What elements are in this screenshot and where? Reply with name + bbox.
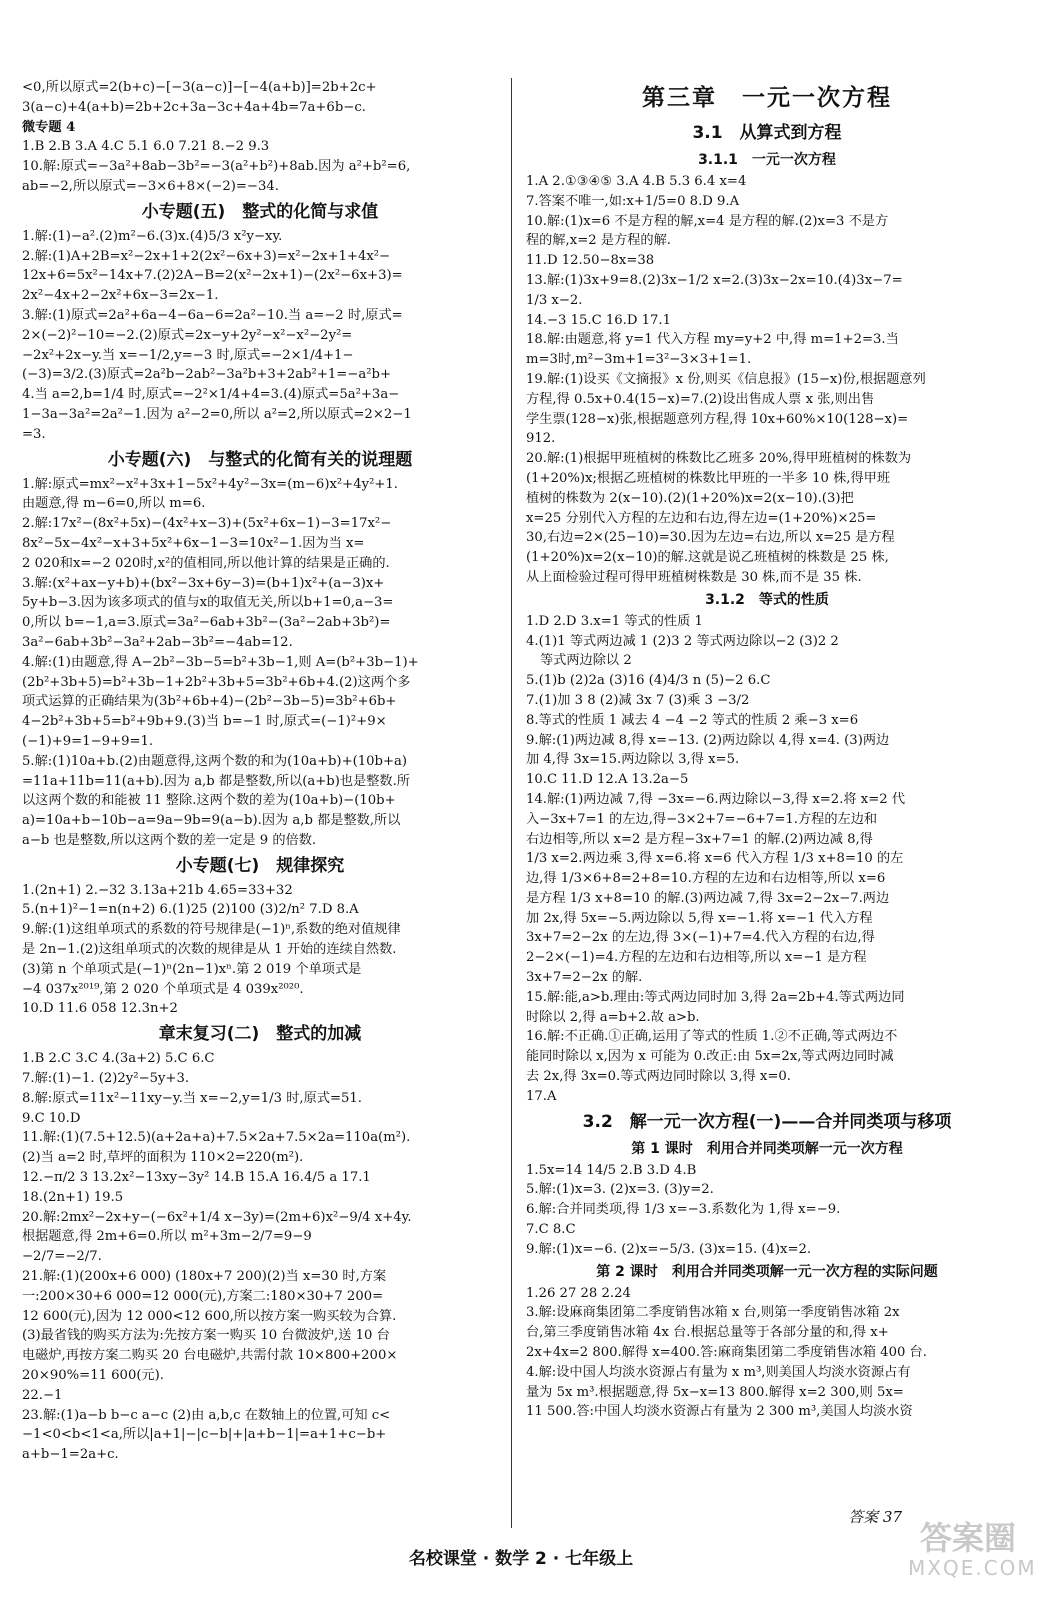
page-number: 答案 37 [848, 1508, 902, 1526]
answer-line: =3. [22, 426, 46, 442]
answer-line: 植树的株数为 2(x−10).(2)(1+20%)x=2(x−10).(3)把 [526, 490, 854, 506]
answer-line: 1.5x=14 14/5 2.B 3.D 4.B [526, 1162, 697, 1178]
watermark-logo [908, 1519, 1037, 1590]
answer-line: 3.解:(x²+ax−y+b)+(bx²−3x+6y−3)=(b+1)x²+(a−3)x+ [22, 575, 385, 591]
answer-line: (−3)=3/2.(3)原式=2a²b−2ab²−3a²b+3+2ab²+1=−a²b+ [22, 367, 391, 383]
answer-line: 时除以 2,得 a=b+2.故 a>b. [526, 1009, 700, 1025]
answer-line: 3x+7=2−2x 的左边,得 3×(−1)+7=4.代入方程的右边,得 [526, 930, 875, 946]
subsection-heading: 第 2 课时 利用合并同类项解一元一次方程的实际问题 [596, 1263, 938, 1280]
answer-line: 8x²−5x−4x²−x+3+5x²+6x−1−3=10x²−1.因为当 x= [22, 535, 365, 551]
answer-line: 能同时除以 x,因为 x 可能为 0.改正:由 5x=2x,等式两边同时减 [526, 1049, 894, 1065]
answer-line: 7.解:(1)−1. (2)2y²−5y+3. [22, 1071, 190, 1087]
answer-line: ab=−2,所以原式=−3×6+8×(−2)=−34. [22, 178, 279, 194]
answer-line: 9.C 10.D [22, 1110, 81, 1126]
answer-line: 4−2b²+3b+5=b²+9b+9.(3)当 b=−1 时,原式=(−1)²+9× [22, 714, 387, 730]
answer-line: 1.B 2.B 3.A 4.C 5.1 6.0 7.21 8.−2 9.3 [22, 139, 270, 155]
answer-line: 1.解:(1)−a².(2)m²−6.(3)x.(4)5/3 x²y−xy. [22, 228, 283, 244]
answer-line: 4.解:(1)由题意,得 A−2b²−3b−5=b²+3b−1,则 A=(b²+3b−1)+ [22, 654, 419, 670]
answer-line: 22.−1 [22, 1387, 63, 1403]
answer-line: 20×90%=11 600(元). [22, 1368, 165, 1384]
section-heading: 3.1 从算式到方程 [692, 123, 842, 143]
answer-line: 23.解:(1)a−b b−c a−c (2)由 a,b,c 在数轴上的位置,可知 c< [22, 1407, 391, 1423]
answer-line: 12.−π/2 3 13.2x²−13xy−3y² 14.B 15.A 16.4/5 a 17.1 [22, 1170, 371, 1186]
answer-line: 7.C 8.C [526, 1222, 576, 1238]
answer-line: 912. [526, 431, 556, 447]
answer-line: (3)第 n 个单项式是(−1)ⁿ(2n−1)xⁿ.第 2 019 个单项式是 [22, 961, 362, 977]
answer-line: 4.解:设中国人均淡水资源占有量为 x m³,则美国人均淡水资源占有 [526, 1364, 911, 1380]
answer-line: 以这两个数的和能被 11 整除.这两个数的差为(10a+b)−(10b+ [22, 793, 396, 809]
answer-line: m=3时,m²−3m+1=3²−3×3+1=1. [526, 352, 752, 368]
answer-line: 加 4,得 3x=15.两边除以 3,得 x=5. [526, 752, 740, 768]
answer-line: 6.解:合并同类项,得 1/3 x=−3.系数化为 1,得 x=−9. [526, 1202, 841, 1218]
section-heading: 小专题(六) 与整式的化简有关的说理题 [107, 449, 413, 470]
answer-line: 去 2x,得 3x=0.等式两边同时除以 3,得 x=0. [526, 1069, 791, 1085]
watermark-line1: 答案圈 [919, 1519, 1016, 1557]
answer-line: 1/3 x−2. [526, 292, 583, 308]
answer-line: 台,第三季度销售冰箱 4x 台.根据总量等于各部分量的和,得 x+ [526, 1325, 889, 1341]
answer-line: (−1)+9=1−9+9=1. [22, 733, 154, 749]
answer-line: 3.解:(1)原式=2a²+6a−4−6a−6=2a²−10.当 a=−2 时,原式= [22, 307, 403, 323]
answer-line: 13.解:(1)3x+9=8.(2)3x−1/2 x=2.(3)3x−2x=10.(4)3x−7= [526, 272, 903, 288]
answer-line: 项式运算的正确结果为(3b²+6b+4)−(2b²−3b−5)=3b²+6b+ [22, 694, 397, 710]
answer-line: 14.解:(1)两边减 7,得 −3x=−6.两边除以−3,得 x=2.将 x=2 代 [526, 791, 906, 807]
subsection-heading: 3.1.2 等式的性质 [705, 591, 829, 608]
answer-line: 9.解:(1)这组单项式的系数的符号规律是(−1)ⁿ,系数的绝对值规律 [22, 922, 401, 938]
right-column [526, 78, 1008, 1422]
answer-line: (2)当 a=2 时,草坪的面积为 110×2=220(m²). [22, 1150, 304, 1166]
answer-line: 加 2x,得 5x=−5.两边除以 5,得 x=−1.将 x=−1 代入方程 [526, 910, 873, 926]
answer-line: 等式两边除以 2 [540, 653, 632, 669]
column-divider [511, 78, 512, 1528]
answer-line: −1<0<b<1<a,所以|a+1|−|c−b|+|a+b−1|=a+1+c−b+ [22, 1427, 387, 1443]
answer-line: 2.解:(1)A+2B=x²−2x+1+2(2x²−6x+3)=x²−2x+1+4x²− [22, 248, 391, 264]
answer-line: 程的解,x=2 是方程的解. [526, 233, 671, 249]
answer-line: 8.等式的性质 1 减去 4 −4 −2 等式的性质 2 乘−3 x=6 [526, 712, 859, 728]
answer-line: 3(a−c)+4(a+b)=2b+2c+3a−3c+4a+4b=7a+6b−c. [22, 99, 366, 115]
answer-line: 19.解:(1)设买《文摘报》x 份,则买《信息报》(15−x)份,根据题意列 [526, 371, 926, 387]
answer-line: 电磁炉,再按方案二购买 20 台电磁炉,共需付款 10×800+200× [22, 1348, 398, 1364]
answer-line: 2−2×(−1)=4.方程的左边和右边相等,所以 x=−1 是方程 [526, 950, 867, 966]
answer-line: 2x+4x=2 800.解得 x=400.答:麻商集团第二季度销售冰箱 400 台. [526, 1345, 927, 1361]
answer-line: −4 037x²⁰¹⁹,第 2 020 个单项式是 4 039x²⁰²⁰. [22, 981, 304, 997]
answer-line: 11 500.答:中国人均淡水资源占有量为 2 300 m³,美国人均淡水资 [526, 1404, 913, 1420]
chapter-title: 第三章 一元一次方程 [642, 85, 892, 111]
answer-line: 2.解:17x²−(8x²+5x)−(4x²+x−3)+(5x²+6x−1)−3=17x²− [22, 516, 392, 532]
answer-line: 4.当 a=2,b=1/4 时,原式=−2²×1/4+4=3.(4)原式=5a²+3a− [22, 387, 400, 403]
subsection-heading: 第 1 课时 利用合并同类项解一元一次方程 [631, 1140, 903, 1157]
section-heading: 小专题(七) 规律探究 [175, 855, 345, 876]
answer-line: 12x+6=5x²−14x+7.(2)2A−B=2(x²−2x+1)−(2x²−6x+3)= [22, 268, 403, 284]
answer-line: 2 020和x=−2 020时,x²的值相同,所以他计算的结果是正确的. [22, 555, 390, 571]
answer-line: 5.(1)b (2)2a (3)16 (4)4/3 n (5)−2 6.C [526, 673, 771, 689]
section-heading: 小专题(五) 整式的化简与求值 [141, 201, 379, 222]
answer-line: 14.−3 15.C 16.D 17.1 [526, 312, 671, 328]
answer-line: 由题意,得 m−6=0,所以 m=6. [22, 496, 206, 512]
answer-line: a)=10a+b−10b−a=9a−9b=9(a−b).因为 a,b 都是整数,所以 [22, 813, 401, 829]
answer-line: 根据题意,得 2m+6=0.所以 m²+3m−2/7=9−9 [22, 1229, 312, 1245]
answer-line: 30,右边=2×(25−10)=30.因为左边=右边,所以 x=25 是方程 [526, 530, 895, 546]
answer-line: 11.解:(1)(7.5+12.5)(a+2a+a)+7.5×2a+7.5×2a=110a(m²). [22, 1130, 411, 1146]
left-column [22, 78, 498, 1465]
watermark-line2: MXQE.COM [908, 1556, 1037, 1580]
answer-line: 5.解:(1)x=3. (2)x=3. (3)y=2. [526, 1182, 714, 1198]
answer-line: 20.解:(1)根据甲班植树的株数比乙班多 20%,得甲班植树的株数为 [526, 451, 912, 467]
section-heading: 3.2 解一元一次方程(一)——合并同类项与移项 [582, 1111, 952, 1132]
answer-line: −2/7=−2/7. [22, 1249, 102, 1265]
answer-line: a−b 也是整数,所以这两个数的差一定是 9 的倍数. [22, 832, 317, 848]
answer-line: 3x+7=2−2x 的解. [526, 970, 643, 986]
answer-line: 3a²−6ab+3b²−3a²+2ab−3b²=−4ab=12. [22, 634, 293, 650]
answer-line: =11a+11b=11(a+b).因为 a,b 都是整数,所以(a+b)也是整数.所 [22, 773, 410, 789]
section-heading: 章末复习(二) 整式的加减 [158, 1024, 362, 1045]
answer-line: 1.A 2.①③④⑤ 3.A 4.B 5.3 6.4 x=4 [526, 174, 747, 189]
answer-line: 学生票(128−x)张,根据题意列方程,得 10x+60%×10(128−x)= [526, 411, 909, 427]
answer-line: 从上面检验过程可得甲班植树株数是 30 株,而不是 35 株. [526, 569, 862, 585]
answer-line: 5.解:(1)10a+b.(2)由题意得,这两个数的和为(10a+b)+(10b+a) [22, 753, 408, 769]
answer-line: 2×(−2)²−10=−2.(2)原式=2x−y+2y²−x²−x²−2y²= [22, 327, 353, 343]
answer-line: 是方程 1/3 x+8=10 的解.(3)两边减 7,得 3x=2−2x−7.两边 [526, 890, 890, 906]
answer-line: 入−3x+7=1 的左边,得−3×2+7=−6+7=1.方程的左边和 [526, 811, 878, 827]
answer-line: 1−3a−3a²=2a²−1.因为 a²−2=0,所以 a²=2,所以原式=2×2−1 [22, 406, 412, 422]
answer-line: a+b−1=2a+c. [22, 1447, 119, 1463]
answer-line: (1+20%)x=2(x−10)的解.这就是说乙班植树的株数是 25 株, [526, 550, 889, 566]
answer-line: 边,得 1/3×6+8=2+8=10.方程的左边和右边相等,所以 x=6 [526, 871, 886, 887]
answer-line: 12 600(元),因为 12 000<12 600,所以按方案一购买较为合算. [22, 1308, 397, 1324]
answer-line: 7.答案不唯一,如:x+1/5=0 8.D 9.A [526, 193, 740, 209]
answer-line: 10.C 11.D 12.A 13.2a−5 [526, 772, 689, 788]
answer-line: 9.解:(1)x=−6. (2)x=−5/3. (3)x=15. (4)x=2. [526, 1241, 812, 1257]
answer-line: 5.(n+1)²−1=n(n+2) 6.(1)25 (2)100 (3)2/n² 7.D 8.A [22, 902, 359, 918]
answer-line: 2x²−4x+2−2x²+6x−3=2x−1. [22, 288, 219, 304]
answer-line: 右边相等,所以 x=2 是方程−3x+7=1 的解.(2)两边减 8,得 [526, 831, 873, 847]
answer-line: 量为 5x m³.根据题意,得 5x−x=13 800.解得 x=2 300,则 5x= [526, 1384, 904, 1400]
answer-line: 方程,得 0.5x+0.4(15−x)=7.(2)设出售成人票 x 张,则出售 [526, 391, 875, 407]
answer-line: 10.解:(1)x=6 不是方程的解,x=4 是方程的解.(2)x=3 不是方 [526, 213, 889, 229]
answer-line: 18.解:由题意,将 y=1 代入方程 my=y+2 中,得 m=1+2=3.当 [526, 332, 899, 348]
answer-line: 1/3 x=2.两边乘 3,得 x=6.将 x=6 代入方程 1/3 x+8=10 的左 [526, 851, 904, 867]
answer-line: 17.A [526, 1088, 557, 1104]
subsection-heading: 3.1.1 一元一次方程 [698, 152, 836, 168]
answer-line: 1.26 27 28 2.24 [526, 1285, 631, 1301]
answer-line: (3)最省钱的购买方法为:先按方案一购买 10 台微波炉,送 10 台 [22, 1328, 390, 1344]
answer-line: 1.B 2.C 3.C 4.(3a+2) 5.C 6.C [22, 1051, 215, 1067]
answer-line: 16.解:不正确.①正确,运用了等式的性质 1.②不正确,等式两边不 [526, 1029, 898, 1045]
answer-line: 20.解:2mx²−2x+y−(−6x²+1/4 x−3y)=(2m+6)x²−9/4 x+4y. [22, 1209, 412, 1225]
answer-line: 1.D 2.D 3.x=1 等式的性质 1 [526, 613, 703, 629]
answer-line: 3.解:设麻商集团第二季度销售冰箱 x 台,则第一季度销售冰箱 2x [526, 1305, 900, 1321]
answer-line: 18.(2n+1) 19.5 [22, 1189, 124, 1205]
answer-line: 1.解:原式=mx²−x²+3x+1−5x²+4y²−3x=(m−6)x²+4y²+1. [22, 476, 398, 492]
answer-line: 5y+b−3.因为该多项式的值与x的取值无关,所以b+1=0,a−3= [22, 595, 394, 611]
answer-line: 9.解:(1)两边减 8,得 x=−13. (2)两边除以 4,得 x=4. (3)两边 [526, 732, 890, 748]
answer-line: 0,所以 b=−1,a=3.原式=3a²−6ab+3b²−(3a²−2ab+3b²)= [22, 615, 391, 631]
answer-line: 11.D 12.50−8x=38 [526, 253, 655, 269]
answer-line: 一:200×30+6 000=12 000(元),方案二:180×30+7 200= [22, 1288, 384, 1304]
answer-line: −2x²+2x−y.当 x=−1/2,y=−3 时,原式=−2×1/4+1− [22, 347, 354, 363]
answer-line: 1.(2n+1) 2.−32 3.13a+21b 4.65=33+32 [22, 882, 293, 898]
answer-line: 是 2n−1.(2)这组单项式的次数的规律是从 1 开始的连续自然数. [22, 942, 397, 958]
answer-line: <0,所以原式=2(b+c)−[−3(a−c)]−[−4(a+b)]=2b+2c+ [22, 80, 377, 95]
page-footer: 名校课堂 · 数学 2 · 七年级上 [408, 1549, 634, 1569]
answer-line: 8.解:原式=11x²−11xy−y.当 x=−2,y=1/3 时,原式=51. [22, 1090, 362, 1106]
answer-line: (2b²+3b+5)=b²+3b−1+2b²+3b+5=3b²+6b+4.(2)这两个多 [22, 674, 411, 690]
answer-line: 7.(1)加 3 8 (2)减 3x 7 (3)乘 3 −3/2 [526, 692, 750, 708]
answer-line: x=25 分别代入方程的左边和右边,得左边=(1+20%)×25= [526, 510, 877, 526]
answer-line: 4.(1)1 等式两边减 1 (2)3 2 等式两边除以−2 (3)2 2 [526, 633, 839, 649]
answer-line: (1+20%)x;根据乙班植树的株数比甲班的一半多 10 株,得甲班 [526, 470, 891, 486]
answer-line: 21.解:(1)(200x+6 000) (180x+7 200)(2)当 x=30 时,方案 [22, 1269, 387, 1285]
answer-line: 10.D 11.6 058 12.3n+2 [22, 1001, 178, 1017]
answer-line: 微专题 4 [22, 119, 76, 135]
answer-line: 10.解:原式=−3a²+8ab−3b²=−3(a²+b²)+8ab.因为 a²+b²=6, [22, 159, 411, 175]
answer-line: 15.解:能,a>b.理由:等式两边同时加 3,得 2a=2b+4.等式两边同 [526, 989, 905, 1005]
